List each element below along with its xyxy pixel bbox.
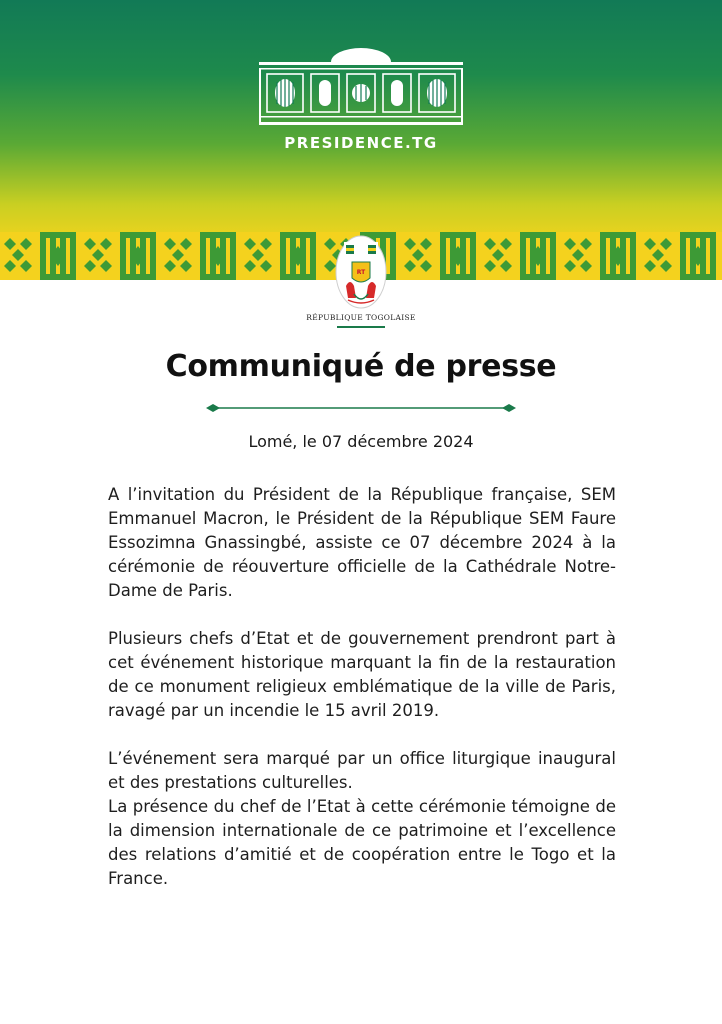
pattern-tile: [240, 232, 276, 280]
communique-body: [108, 483, 616, 891]
pattern-tile: [680, 232, 716, 280]
pattern-tile: [200, 232, 236, 280]
pattern-tile: [0, 232, 36, 280]
pattern-tile: [480, 232, 516, 280]
pattern-tile: [600, 232, 636, 280]
emblem-divider: [337, 326, 385, 328]
paragraph: Plusieurs chefs d’Etat et de gouvernement prendront part à cet événement historique marquant la fin de la restauration de ce monument religieux emblématique de la ville de Paris, ravagé par un incendie le 15 avril 2019.: [108, 629, 616, 720]
page-title: Communiqué de presse: [165, 349, 557, 384]
pattern-tile: [440, 232, 476, 280]
pattern-tile: [120, 232, 156, 280]
pattern-tile: [80, 232, 116, 280]
title-divider: [206, 401, 516, 415]
emblem-initials: RT: [356, 269, 366, 276]
pattern-tile: [280, 232, 316, 280]
paragraph: A l’invitation du Président de la République française, SEM Emmanuel Macron, le Président de la République SEM Faure Essozimna Gnassingbé, assiste ce 07 décembre 2024 à la cérémonie de réouverture officielle de la Cathédrale Notre-Dame de Paris.: [108, 485, 616, 600]
paragraph: L’événement sera marqué par un office liturgique inaugural et des prestations culturelles.: [108, 749, 616, 792]
emblem-label: RÉPUBLIQUE TOGOLAISE: [306, 313, 416, 322]
coat-of-arms-icon: [334, 232, 388, 310]
header-banner: [0, 0, 722, 232]
pattern-tile: [160, 232, 196, 280]
pattern-tile: [400, 232, 436, 280]
pattern-tile: [40, 232, 76, 280]
pattern-tile: [640, 232, 676, 280]
pattern-tile: [560, 232, 596, 280]
pattern-tile: [520, 232, 556, 280]
paragraph: La présence du chef de l’Etat à cette cérémonie témoigne de la dimension internationale de ce patrimoine et l’excellence des relations d’amitié et de coopération entre le Togo et la France.: [108, 797, 616, 888]
place-date: Lomé, le 07 décembre 2024: [248, 432, 474, 451]
presidential-palace-icon: [255, 46, 467, 130]
brand-name: PRESIDENCE.TG: [284, 134, 438, 152]
